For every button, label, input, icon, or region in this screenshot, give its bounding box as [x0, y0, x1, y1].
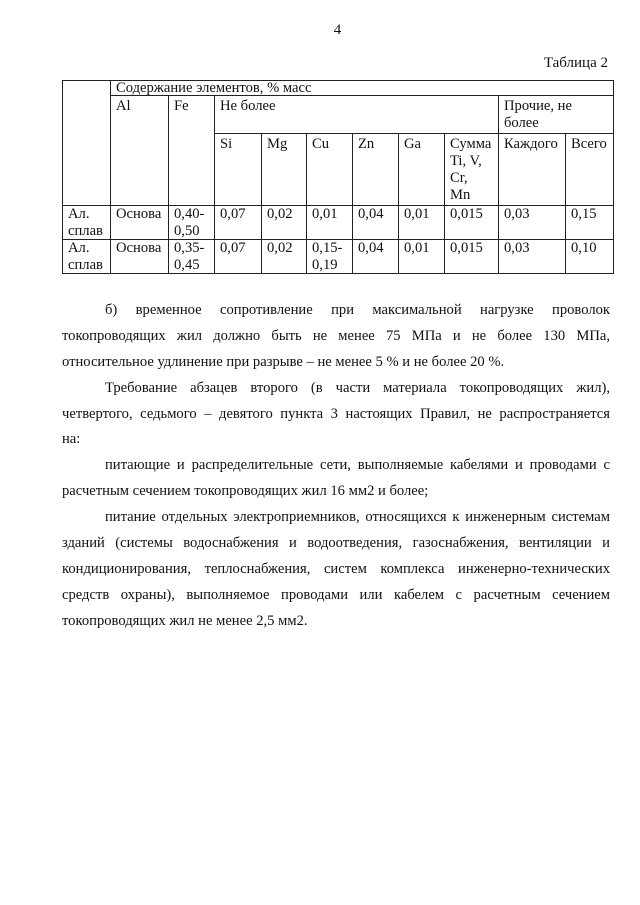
- col-header-mg: Mg: [262, 134, 307, 206]
- table-corner-cell: [63, 81, 111, 206]
- paragraph-supply-networks: [62, 453, 610, 505]
- table-caption: Таблица 2: [543, 55, 608, 71]
- paragraph-line: питающие и распределительные сети, выполняемые кабелями и проводами с: [105, 457, 610, 474]
- table-cell: 0,01: [399, 206, 445, 240]
- col-header-each: Каждого: [499, 134, 566, 206]
- table-cell: 0,015: [445, 206, 499, 240]
- table-cell: 0,40- 0,50: [169, 206, 215, 240]
- paragraph-line: расчетным сечением токопроводящих жил 16 мм2 и более;: [62, 483, 429, 500]
- col-header-ga: Ga: [399, 134, 445, 206]
- table-cell: 0,15: [566, 206, 614, 240]
- paragraph-line: Требование абзацев второго (в части материала токопроводящих жил),: [105, 379, 610, 396]
- table-cell: Ал. сплав: [63, 206, 111, 240]
- paragraph-tensile-strength: [62, 298, 610, 376]
- table-row: [63, 206, 614, 240]
- table-row: [63, 240, 614, 274]
- table-cell: 0,04: [353, 240, 399, 274]
- table-cell: 0,10: [566, 240, 614, 274]
- table-cell: 0,07: [215, 206, 262, 240]
- table-cell: 0,015: [445, 240, 499, 274]
- table-cell: 0,02: [262, 206, 307, 240]
- header-group-other: Прочие, не более: [499, 96, 614, 134]
- table-cell: 0,15- 0,19: [307, 240, 353, 274]
- paragraph-line: кондиционирования, теплоснабжения, систем комплекса инженерно-технических: [62, 560, 610, 577]
- paragraph-line: средств охраны), выполняемое проводами или кабелем с расчетным сечением: [62, 586, 610, 603]
- table-header-row-1: [63, 81, 614, 96]
- composition-table: [62, 80, 614, 274]
- paragraph-exemption: [62, 376, 610, 454]
- table-cell: 0,01: [399, 240, 445, 274]
- paragraph-line: б) временное сопротивление при максимальной нагрузке проволок: [105, 302, 610, 318]
- col-header-cu: Cu: [307, 134, 353, 206]
- paragraph-line: питание отдельных электроприемников, относящихся к инженерным системам: [105, 509, 610, 526]
- page-number: 4: [333, 22, 342, 38]
- table-cell: Ал. сплав: [63, 240, 111, 274]
- table-cell: 0,07: [215, 240, 262, 274]
- table-header-row-2: [63, 96, 614, 134]
- table-cell: 0,04: [353, 206, 399, 240]
- paragraph-line: токопроводящих жил не менее 2,5 мм2.: [62, 612, 308, 629]
- paragraph-line: четвертого, седьмого – девятого пункта 3 настоящих Правил, не распространяется: [62, 405, 610, 422]
- col-header-al: Al: [111, 96, 169, 206]
- table-cell: Основа: [111, 206, 169, 240]
- table-cell: 0,01: [307, 206, 353, 240]
- col-header-zn: Zn: [353, 134, 399, 206]
- table-cell: Основа: [111, 240, 169, 274]
- col-header-sum-ti-v-cr-mn: Сумма Ti, V, Cr, Mn: [445, 134, 499, 206]
- paragraph-line: зданий (системы водоснабжения и водоотведения, газоснабжения, вентиляции и: [62, 535, 610, 552]
- header-element-content: Содержание элементов, % масс: [111, 81, 614, 96]
- paragraph-line: на:: [62, 431, 81, 448]
- table-cell: 0,03: [499, 240, 566, 274]
- table-cell: 0,35- 0,45: [169, 240, 215, 274]
- col-header-total: Всего: [566, 134, 614, 206]
- paragraph-individual-receivers: [62, 505, 610, 634]
- col-header-fe: Fe: [169, 96, 215, 206]
- paragraph-line: относительное удлинение при разрыве – не менее 5 % и не более 20 %.: [62, 353, 505, 370]
- header-group-max: Не более: [215, 96, 499, 134]
- table-cell: 0,03: [499, 206, 566, 240]
- col-header-si: Si: [215, 134, 262, 206]
- table-cell: 0,02: [262, 240, 307, 274]
- body-text: [62, 298, 610, 635]
- paragraph-line: токопроводящих жил должно быть не менее 75 МПа и не более 130 МПа,: [62, 327, 610, 344]
